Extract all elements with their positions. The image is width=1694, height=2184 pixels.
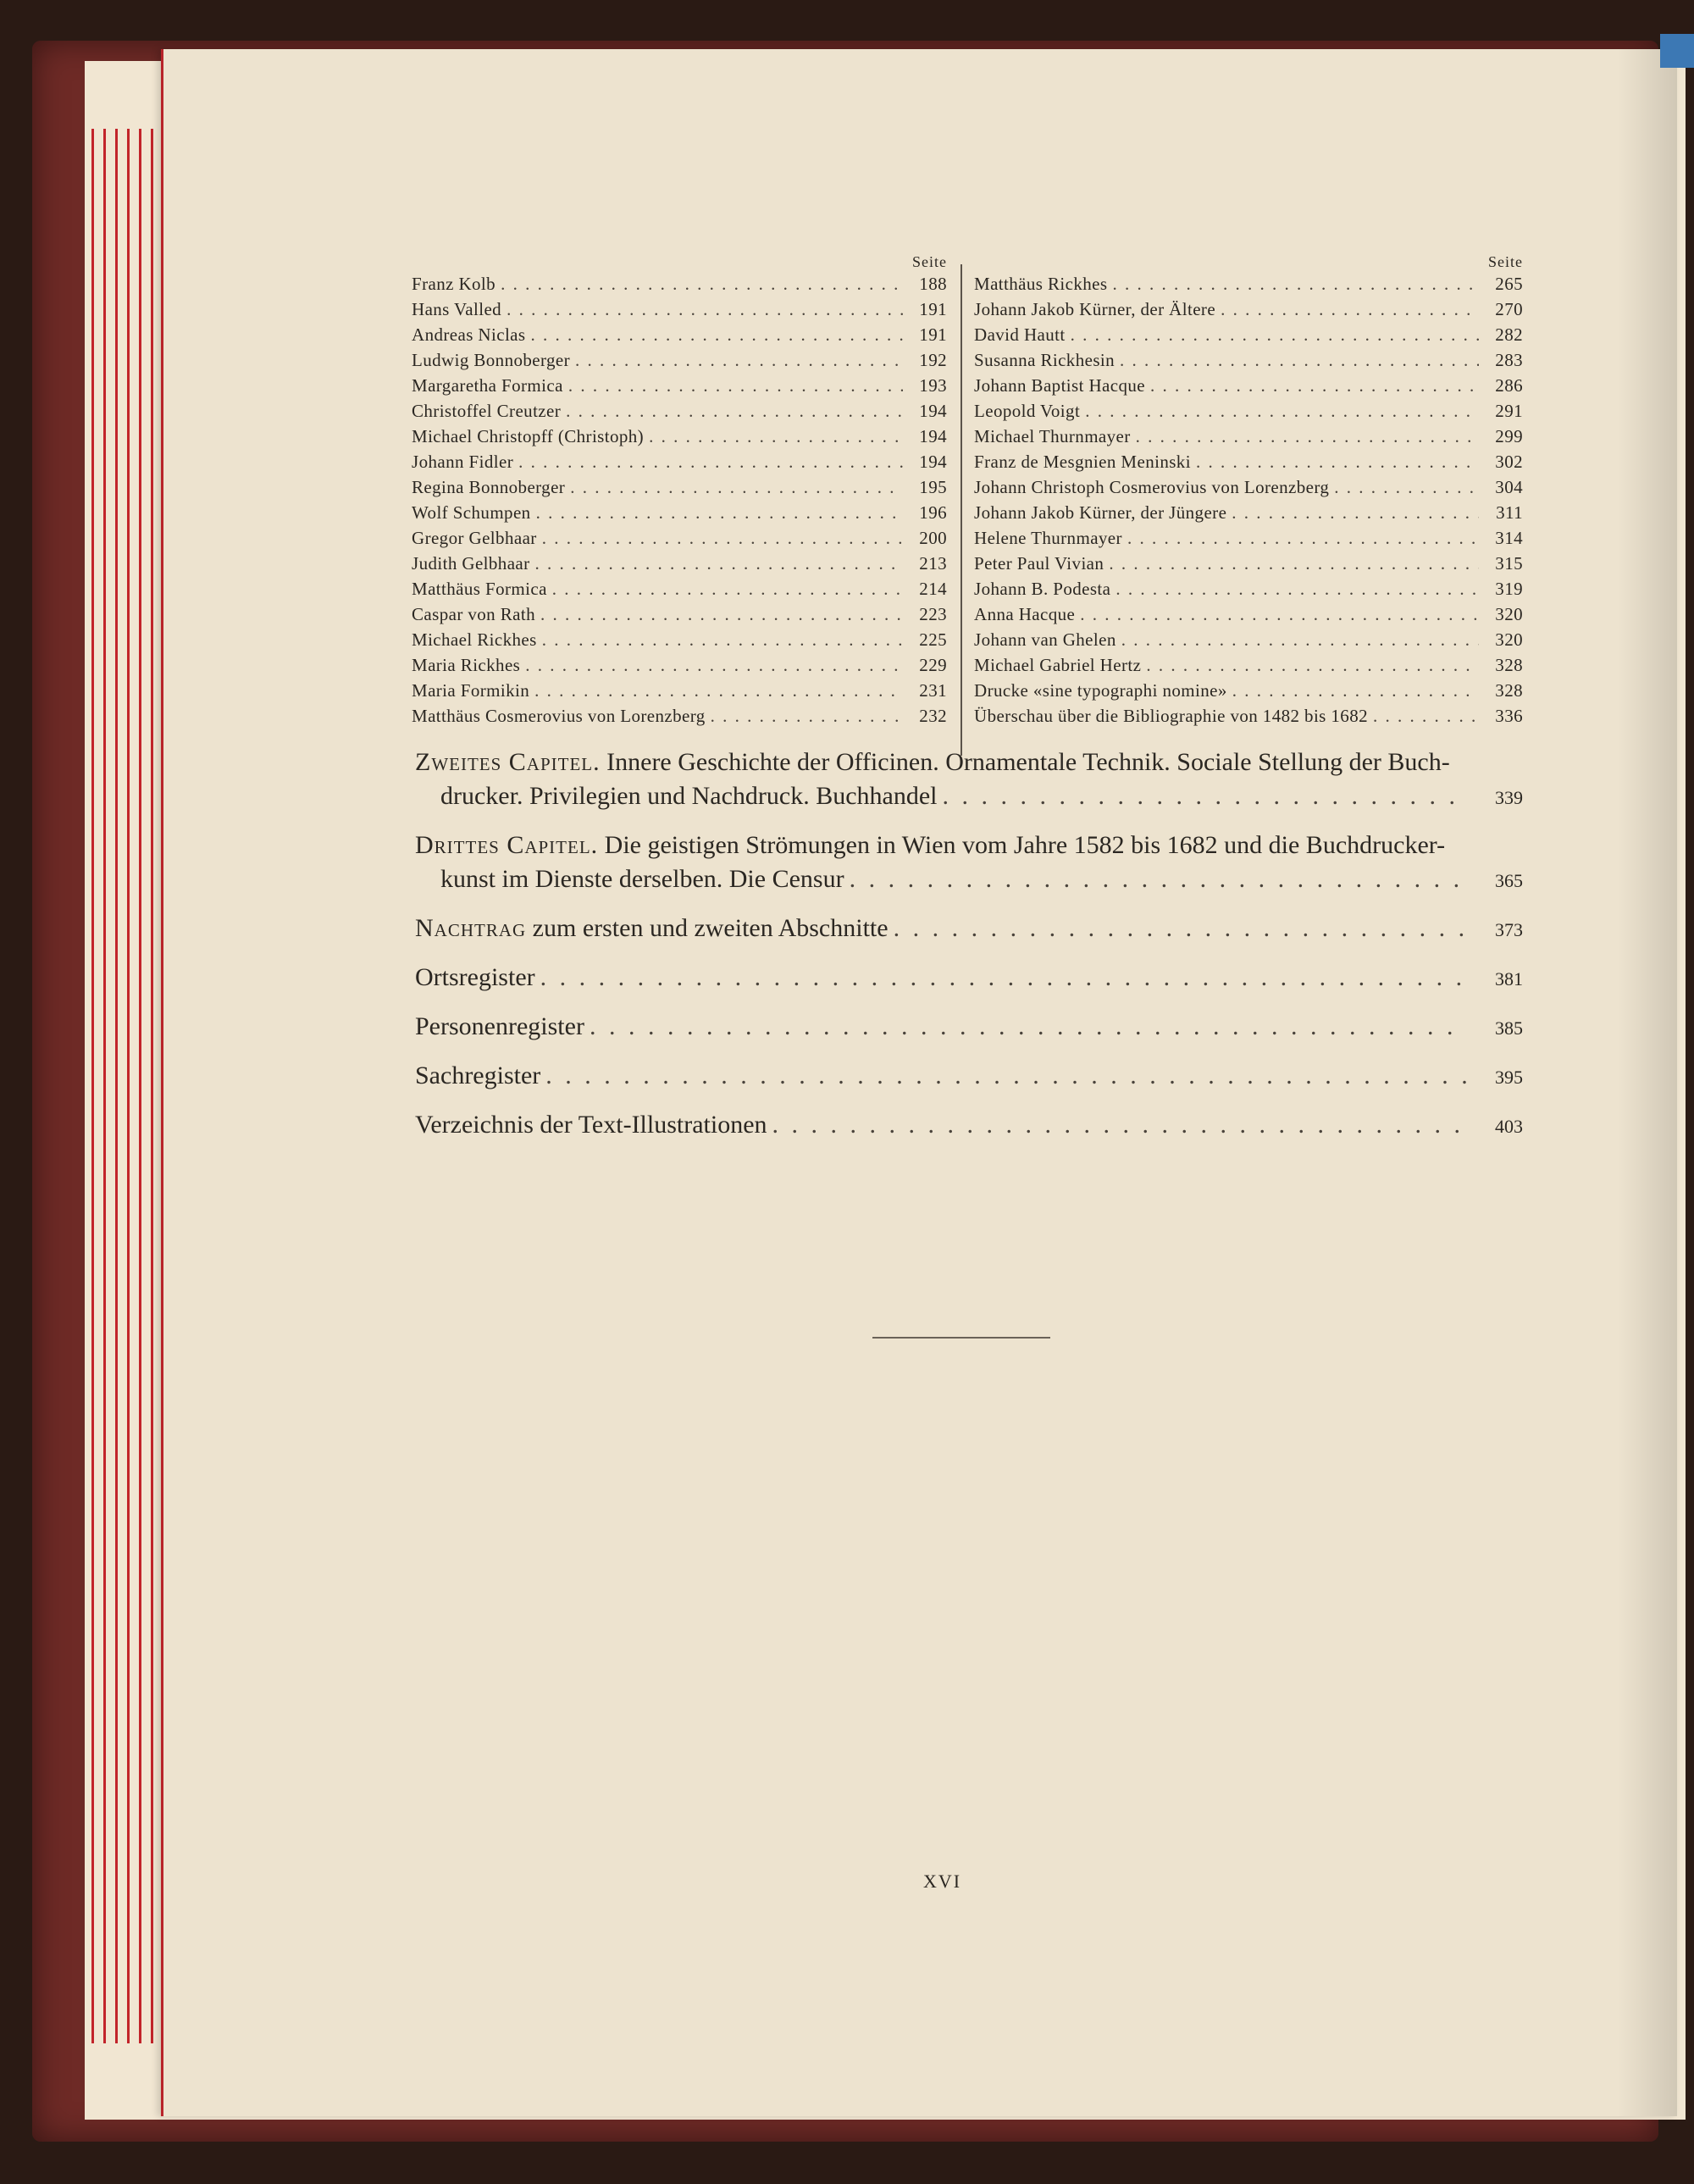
page-number: 188 <box>919 274 947 294</box>
entry-name: Leopold Voigt <box>974 401 1081 421</box>
column-divider <box>960 264 962 756</box>
entry-name: Margaretha Formica <box>412 375 563 396</box>
toc-entry <box>412 601 947 627</box>
leader-dots <box>1120 347 1479 373</box>
chapter-nachtrag <box>415 912 1523 947</box>
entry-name: Helene Thurnmayer <box>974 528 1122 548</box>
leader-dots <box>1232 678 1479 703</box>
entry-name: Michael Christopff (Christoph) <box>412 426 645 446</box>
toc-entry <box>974 500 1523 525</box>
chapter-zweites <box>415 746 1523 815</box>
toc-right-list <box>974 271 1523 729</box>
toc-entry <box>974 271 1523 297</box>
page-edge-line <box>103 129 106 2043</box>
page-number: 314 <box>1495 528 1523 548</box>
toc-entry <box>974 627 1523 652</box>
toc-left-column <box>412 252 947 729</box>
chapter-title: Innere Geschichte der Officinen. Ornamentale Technik. Sociale Stellung der Buch- <box>606 748 1450 776</box>
leader-dots <box>1196 449 1479 474</box>
leader-dots <box>536 500 903 525</box>
leader-dots <box>1112 271 1479 297</box>
page-number: 381 <box>1495 968 1523 989</box>
page-number: 214 <box>919 579 947 599</box>
page-number: 196 <box>919 502 947 523</box>
toc-entry <box>412 449 947 474</box>
leader-dots <box>542 525 903 551</box>
toc-entry <box>974 424 1523 449</box>
leader-dots <box>649 424 903 449</box>
page-number: 286 <box>1495 375 1523 396</box>
chapter-personenregister <box>415 1010 1523 1045</box>
entry-name: David Hautt <box>974 324 1066 345</box>
entry-name: Johann Jakob Kürner, der Jüngere <box>974 502 1227 523</box>
chapter-title: zum ersten und zweiten Abschnitte <box>532 914 889 942</box>
toc-entry <box>974 601 1523 627</box>
entry-name: Caspar von Rath <box>412 604 535 624</box>
toc-entry <box>974 551 1523 576</box>
page-red-edge <box>161 49 163 2116</box>
entry-name: Regina Bonnoberger <box>412 477 566 497</box>
toc-entry <box>412 398 947 424</box>
page-number: 283 <box>1495 350 1523 370</box>
entry-name: Johann Jakob Kürner, der Ältere <box>974 299 1216 319</box>
entry-name: Christoffel Creutzer <box>412 401 562 421</box>
page-number: 302 <box>1495 452 1523 472</box>
entry-name: Judith Gelbhaar <box>412 553 530 574</box>
page-number: 232 <box>919 706 947 726</box>
entry-name: Maria Rickhes <box>412 655 521 675</box>
page-number: 304 <box>1495 477 1523 497</box>
page-number: 395 <box>1495 1067 1523 1088</box>
chapter-title-cont: drucker. Privilegien und Nachdruck. Buchhandel <box>440 782 938 810</box>
leader-dots <box>518 449 903 474</box>
entry-name: Johann Baptist Hacque <box>974 375 1146 396</box>
toc-entry <box>974 297 1523 322</box>
leader-dots <box>1232 500 1479 525</box>
toc-entry <box>412 551 947 576</box>
toc-entry <box>974 576 1523 601</box>
page-number: 319 <box>1495 579 1523 599</box>
leader-dots <box>1221 297 1479 322</box>
page-number: 299 <box>1495 426 1523 446</box>
folio-number: XVI <box>923 1871 962 1892</box>
leader-dots <box>772 1108 1467 1142</box>
page-edge-line <box>139 129 141 2043</box>
toc-entry <box>974 652 1523 678</box>
chapter-title: Personenregister <box>415 1012 584 1040</box>
entry-name: Johann B. Podesta <box>974 579 1111 599</box>
leader-dots <box>552 576 903 601</box>
page-number: 291 <box>1495 401 1523 421</box>
leader-dots <box>943 779 1468 813</box>
chapter-list <box>415 746 1523 1157</box>
toc-entry <box>974 474 1523 500</box>
leader-dots <box>1121 627 1479 652</box>
page-number: 192 <box>919 350 947 370</box>
toc-entry <box>412 474 947 500</box>
entry-name: Wolf Schumpen <box>412 502 531 523</box>
toc-entry <box>412 373 947 398</box>
page-number: 282 <box>1495 324 1523 345</box>
leader-dots <box>525 652 903 678</box>
chapter-label: Zweites Capitel. <box>415 748 601 776</box>
toc-left-list <box>412 271 947 729</box>
toc-right-column <box>974 252 1523 729</box>
chapter-label: Drittes Capitel. <box>415 831 599 859</box>
leader-dots <box>501 271 903 297</box>
leader-dots <box>542 627 903 652</box>
page-edge-line <box>115 129 118 2043</box>
toc-entry <box>412 271 947 297</box>
leader-dots <box>540 601 903 627</box>
leader-dots <box>1150 373 1479 398</box>
leader-dots <box>570 474 903 500</box>
toc-entry <box>974 703 1523 729</box>
leader-dots <box>1334 474 1479 500</box>
page-number: 194 <box>919 452 947 472</box>
leader-dots <box>711 703 903 729</box>
page-edge-line <box>127 129 130 2043</box>
entry-name: Matthäus Formica <box>412 579 547 599</box>
chapter-title: Verzeichnis der Text-Illustrationen <box>415 1111 767 1139</box>
seite-header: Seite <box>1488 253 1523 270</box>
leader-dots <box>1085 398 1479 424</box>
leader-dots <box>566 398 903 424</box>
toc-entry <box>974 678 1523 703</box>
page-number: 270 <box>1495 299 1523 319</box>
page-edge-line <box>151 129 153 2043</box>
entry-name: Michael Rickhes <box>412 629 537 650</box>
gutter-shadow <box>1618 49 1677 2116</box>
page-number: 231 <box>919 680 947 701</box>
entry-name: Johann Christoph Cosmerovius von Lorenzberg <box>974 477 1330 497</box>
toc-entry <box>412 576 947 601</box>
page-number: 339 <box>1495 787 1523 808</box>
chapter-title: Ortsregister <box>415 963 535 991</box>
chapter-ortsregister <box>415 961 1523 996</box>
separator-rule <box>872 1337 1050 1339</box>
leader-dots <box>1127 525 1479 551</box>
leader-dots <box>575 347 903 373</box>
toc-entry <box>412 424 947 449</box>
chapter-title: Die geistigen Strömungen in Wien vom Jahre 1582 bis 1682 und die Buchdrucker- <box>604 831 1446 859</box>
entry-name: Michael Thurnmayer <box>974 426 1131 446</box>
leader-dots <box>1373 703 1479 729</box>
page-number: 328 <box>1495 680 1523 701</box>
page-number: 336 <box>1495 706 1523 726</box>
page-number: 195 <box>919 477 947 497</box>
leader-dots <box>1080 601 1479 627</box>
page-number: 403 <box>1495 1116 1523 1137</box>
toc-entry <box>974 373 1523 398</box>
entry-name: Franz Kolb <box>412 274 496 294</box>
leader-dots <box>1071 322 1479 347</box>
toc-entry <box>974 322 1523 347</box>
leader-dots <box>590 1010 1467 1044</box>
page-number: 320 <box>1495 604 1523 624</box>
page-number: 320 <box>1495 629 1523 650</box>
entry-name: Anna Hacque <box>974 604 1076 624</box>
entry-name: Michael Gabriel Hertz <box>974 655 1142 675</box>
page-number: 225 <box>919 629 947 650</box>
toc-entry <box>974 347 1523 373</box>
page-number: 194 <box>919 426 947 446</box>
chapter-sachregister <box>415 1059 1523 1095</box>
entry-name: Susanna Rickhesin <box>974 350 1115 370</box>
leader-dots <box>1115 576 1479 601</box>
entry-name: Johann Fidler <box>412 452 514 472</box>
page-number: 328 <box>1495 655 1523 675</box>
chapter-title-cont: kunst im Dienste derselben. Die Censur <box>440 865 844 893</box>
page-number: 200 <box>919 528 947 548</box>
page-number: 193 <box>919 375 947 396</box>
page-number: 365 <box>1495 870 1523 891</box>
leader-dots <box>535 551 903 576</box>
page-number: 213 <box>919 553 947 574</box>
toc-entry <box>412 652 947 678</box>
leader-dots <box>530 322 903 347</box>
page-number: 191 <box>919 324 947 345</box>
toc-entry <box>974 525 1523 551</box>
bookmark-tab <box>1660 34 1694 68</box>
leader-dots <box>507 297 903 322</box>
toc-entry <box>974 449 1523 474</box>
entry-name: Andreas Niclas <box>412 324 526 345</box>
toc-entry <box>412 322 947 347</box>
entry-name: Ludwig Bonnoberger <box>412 350 571 370</box>
entry-name: Peter Paul Vivian <box>974 553 1104 574</box>
leader-dots <box>894 912 1467 945</box>
toc-entry <box>974 398 1523 424</box>
page-number: 311 <box>1496 502 1523 523</box>
entry-name: Gregor Gelbhaar <box>412 528 537 548</box>
page-number: 265 <box>1495 274 1523 294</box>
entry-name: Franz de Mesgnien Meninski <box>974 452 1191 472</box>
chapter-label: Nachtrag <box>415 914 527 942</box>
page-number: 191 <box>919 299 947 319</box>
chapter-verzeichnis <box>415 1108 1523 1144</box>
page-number: 315 <box>1495 553 1523 574</box>
entry-name: Johann van Ghelen <box>974 629 1116 650</box>
seite-header: Seite <box>912 253 947 270</box>
toc-entry <box>412 678 947 703</box>
entry-name: Maria Formikin <box>412 680 530 701</box>
page-number: 373 <box>1495 919 1523 940</box>
leader-dots <box>568 373 903 398</box>
leader-dots <box>1109 551 1479 576</box>
leader-dots <box>534 678 903 703</box>
page-number: 223 <box>919 604 947 624</box>
toc-entry <box>412 297 947 322</box>
entry-name: Überschau über die Bibliographie von 1482 bis 1682 <box>974 706 1368 726</box>
toc-entry <box>412 525 947 551</box>
entry-name: Matthäus Cosmerovius von Lorenzberg <box>412 706 706 726</box>
leader-dots <box>545 1059 1467 1093</box>
leader-dots <box>1146 652 1479 678</box>
entry-name: Matthäus Rickhes <box>974 274 1108 294</box>
entry-name: Hans Valled <box>412 299 502 319</box>
leader-dots <box>850 862 1467 896</box>
chapter-title: Sachregister <box>415 1062 541 1089</box>
page-number: 229 <box>919 655 947 675</box>
page-edge-line <box>91 129 94 2043</box>
leader-dots <box>1136 424 1479 449</box>
toc-entry <box>412 347 947 373</box>
page-number: 194 <box>919 401 947 421</box>
toc-entry <box>412 627 947 652</box>
toc-entry <box>412 500 947 525</box>
page-number: 385 <box>1495 1017 1523 1039</box>
leader-dots <box>540 961 1467 995</box>
toc-entry <box>412 703 947 729</box>
entry-name: Drucke «sine typographi nomine» <box>974 680 1227 701</box>
chapter-drittes <box>415 829 1523 898</box>
